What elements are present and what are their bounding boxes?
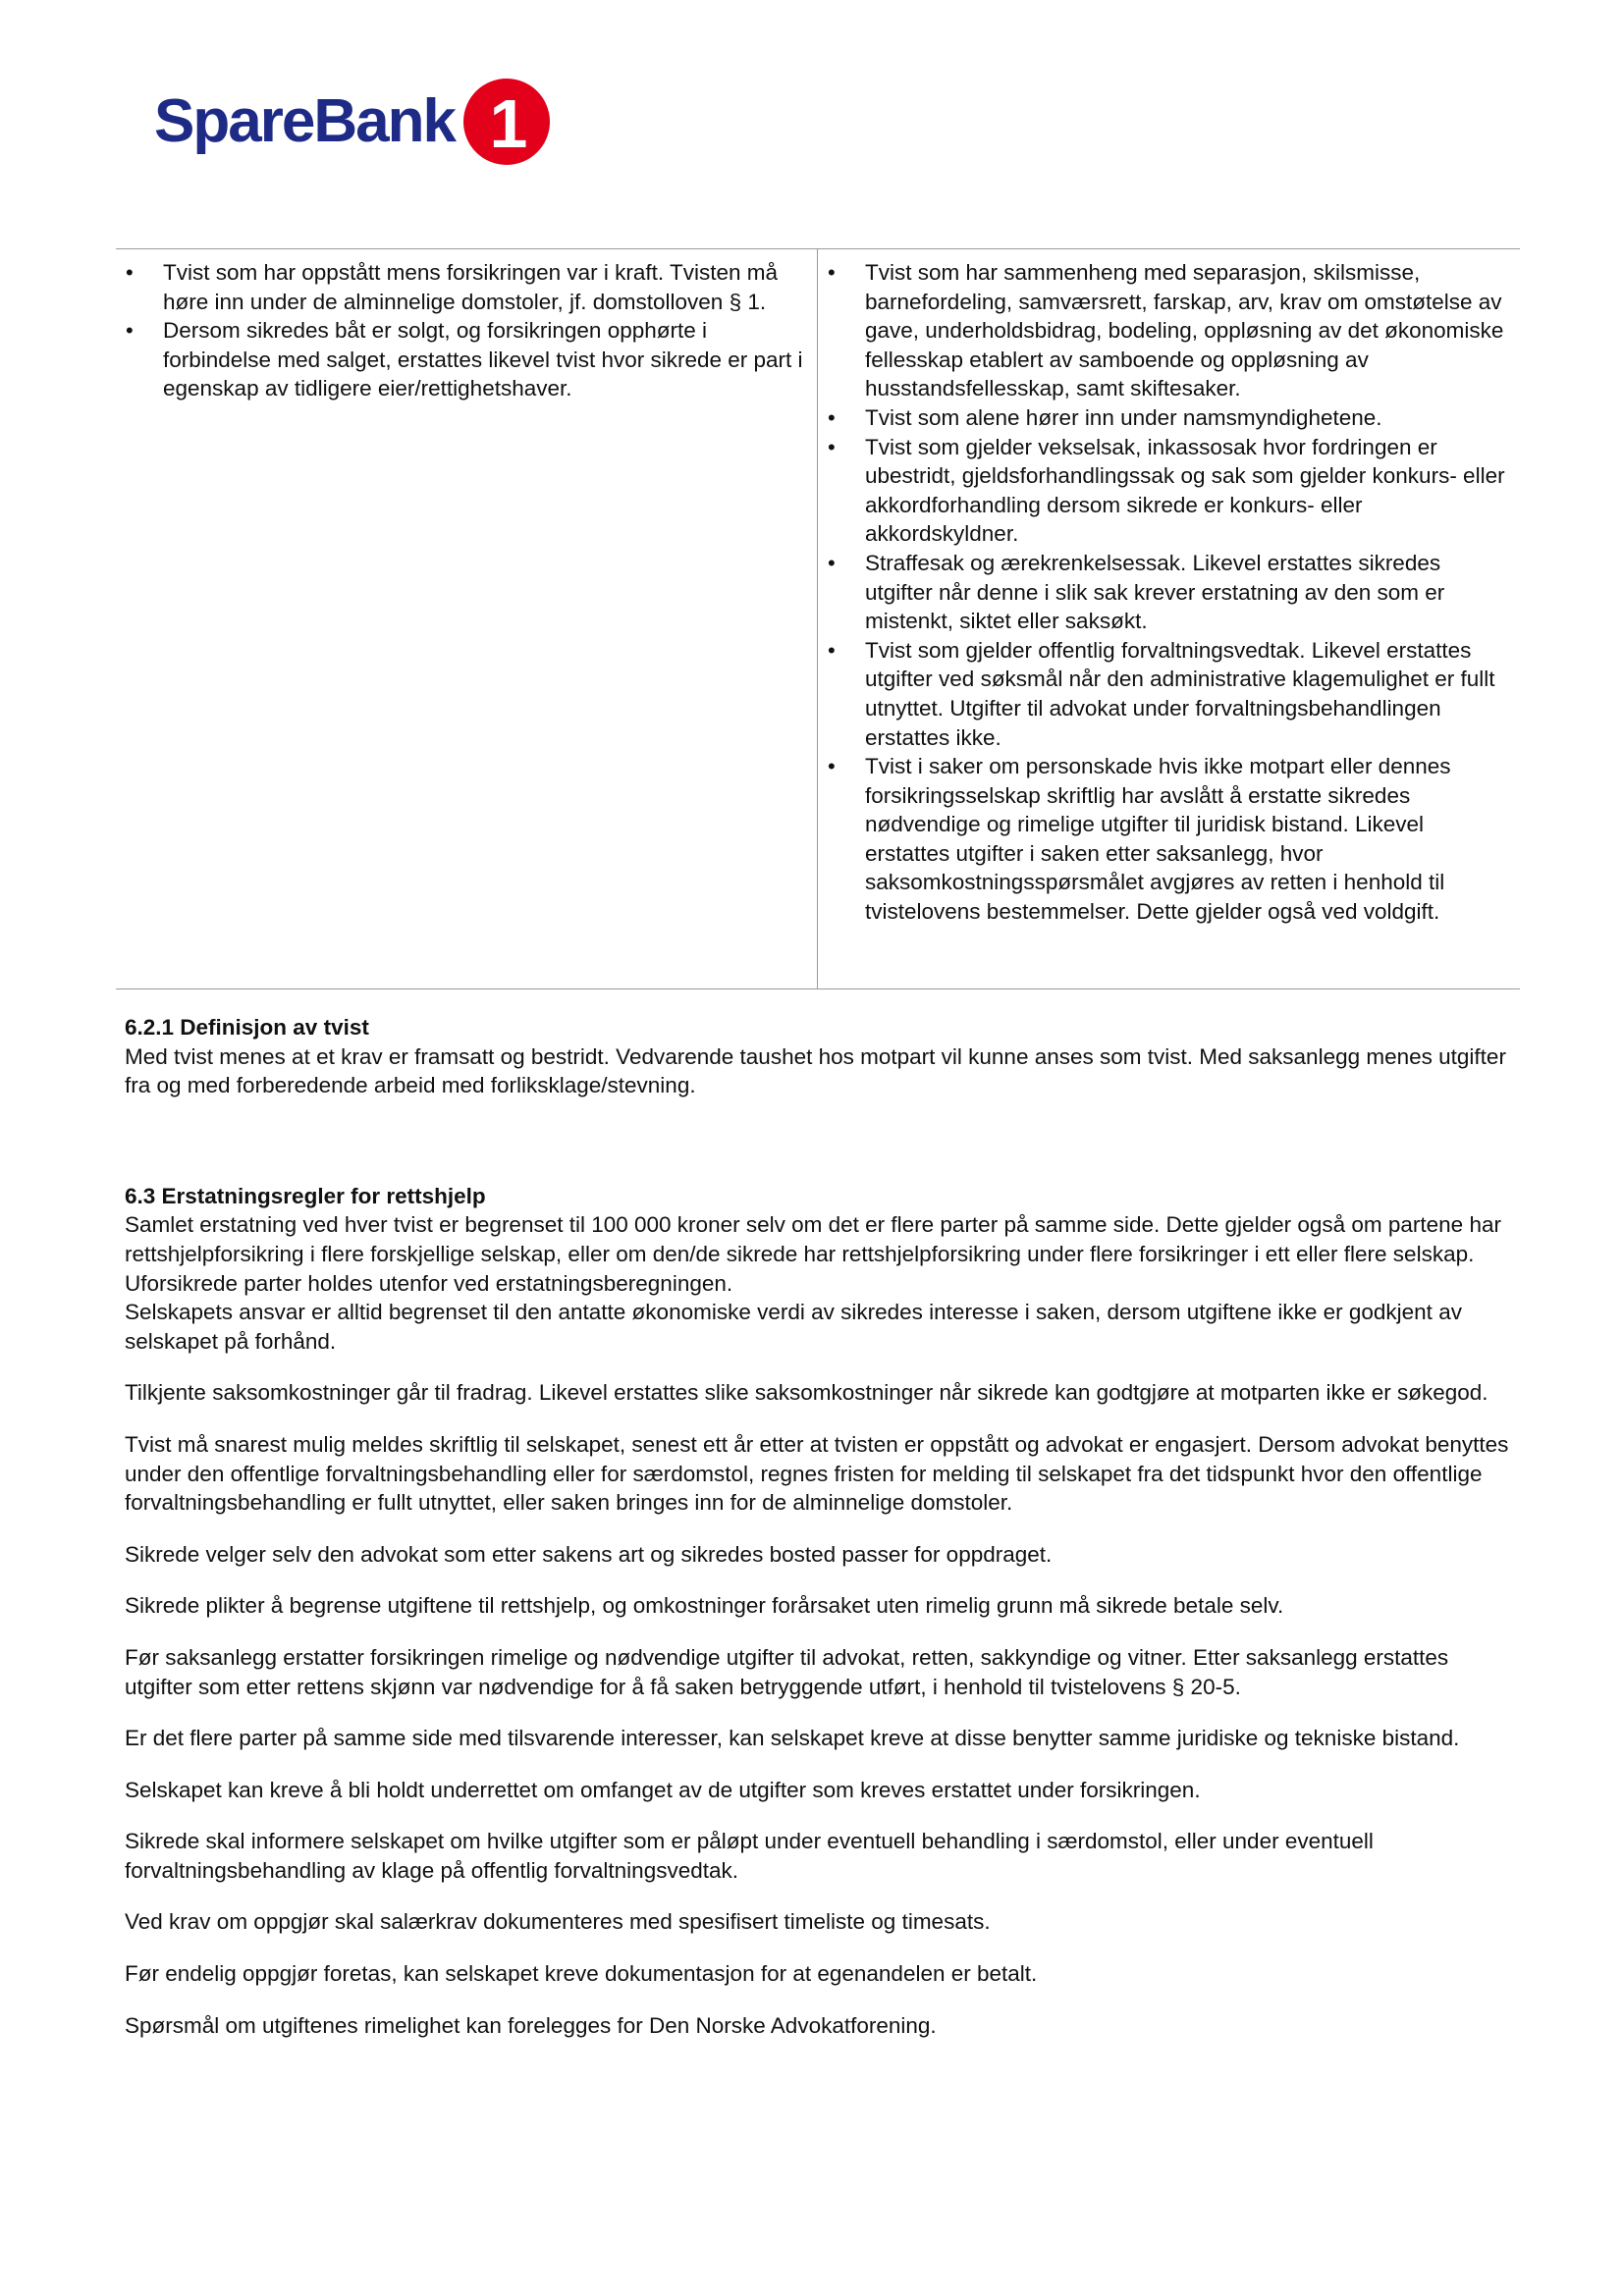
list-item: • Tvist i saker om personskade hvis ikke motpart eller dennes forsikringsselskap skriftlig har avslått å erstatte sikredes nødvendige og rimelige utgifter til juridisk bistand. Likevel erstattes utgifter i saken etter saksanlegg, hvor saksomkostningsspørsmålet avgjøres av retten i henhold til tvistelovens bestemmelser. Dette gjelder også ved voldgift. [828,752,1506,927]
heading-6-2-1: 6.2.1 Definisjon av tvist [125,1015,369,1040]
list-item: • Tvist som alene hører inn under namsmyndighetene. [828,403,1506,433]
paragraph: Selskapet kan kreve å bli holdt underrettet om omfanget av de utgifter som kreves erstattet under forsikringen. [125,1777,1201,1802]
paragraph: Spørsmål om utgiftenes rimelighet kan forelegges for Den Norske Advokatforening. [125,2012,937,2038]
list-item: • Straffesak og ærekrenkelsessak. Likevel erstattes sikredes utgifter når denne i slik sak krever erstatning av den som er mistenkt, siktet eller saksøkt. [828,549,1506,636]
paragraph: Ved krav om oppgjør skal salærkrav dokumenteres med spesifisert timeliste og timesats. [125,1909,991,1935]
sparebank1-logo [154,77,553,167]
paragraph: Sikrede skal informere selskapet om hvilke utgifter som er påløpt under eventuell behandling i særdomstol, eller under eventuell forvaltningsbehandling av klage på offentlig forvaltningsvedtak. [125,1829,1374,1883]
list-item: • Tvist som har sammenheng med separasjon, skilsmisse, barnefordeling, samværsrett, farskap, arv, krav om omstøtelse av gave, underholdsbidrag, bodeling, oppløsning av det økonomiske fellesskap etablert av samboende og oppløsning av husstandsfellesskap, samt skiftesaker. [828,258,1506,403]
exclusions-table [116,248,1520,989]
paragraph: Før endelig oppgjør foretas, kan selskapet kreve dokumentasjon for at egenandelen er betalt. [125,1961,1038,1987]
paragraph: Sikrede velger selv den advokat som etter sakens art og sikredes bosted passer for oppdraget. [125,1541,1053,1567]
table-column-right [818,249,1520,988]
logo-badge-digit: 1 [489,85,528,162]
paragraph: Er det flere parter på samme side med tilsvarende interesser, kan selskapet kreve at disse benytter samme juridiske og tekniske bistand. [125,1726,1460,1751]
logo-text: SpareBank [154,87,455,155]
paragraph-6-3-a: Samlet erstatning ved hver tvist er begrenset til 100 000 kroner selv om det er flere parter på samme side. Dette gjelder også om partene har rettshjelpforsikring i flere forskjellige selskap, eller om den/de sikrede har rettshjelpforsikring under flere forsikringer i ett eller flere selskap. Uforsikrede parter holdes utenfor ved erstatningsberegningen. [125,1212,1501,1296]
paragraph-6-2-1: Med tvist menes at et krav er framsatt og bestridt. Vedvarende taushet hos motpart vil kunne anses som tvist. Med saksanlegg menes utgifter fra og med forberedende arbeid med forliksklage/stevning. [125,1043,1506,1098]
list-item: • Tvist som gjelder vekselsak, inkassosak hvor fordringen er ubestridt, gjeldsforhandlingssak og sak som gjelder konkurs- eller akkordforhandling dersom sikrede er konkurs- eller akkordskyldner. [828,433,1506,549]
paragraph: Tvist må snarest mulig meldes skriftlig til selskapet, senest ett år etter at tvisten er oppstått og advokat er engasjert. Dersom advokat benyttes under den offentlige forvaltningsbehandling eller for særdomstol, regnes fristen for melding til selskapet fra det tidspunkt hvor den offentlige forvaltningsbehandling er fullt utnyttet, eller saken bringes inn for de alminnelige domstoler. [125,1431,1509,1516]
right-bullet-list [828,258,1506,927]
left-bullet-list [126,258,805,403]
paragraph: Sikrede plikter å begrense utgiftene til rettshjelp, og omkostninger forårsaket uten rimelig grunn må sikrede betale selv. [125,1593,1284,1619]
logo-badge-icon [460,77,553,167]
paragraph-list [125,1378,1519,2040]
paragraph-6-3-b: Selskapets ansvar er alltid begrenset til den antatte økonomiske verdi av sikredes interesse i saken, dersom utgiftene ikke er godkjent av selskapet på forhånd. [125,1300,1462,1354]
list-item: • Dersom sikredes båt er solgt, og forsikringen opphørte i forbindelse med salget, erstattes likevel tvist hvor sikrede er part i egenskap av tidligere eier/rettighetshaver. [126,316,805,403]
table-column-left [116,249,818,988]
paragraph: Før saksanlegg erstatter forsikringen rimelige og nødvendige utgifter til advokat, retten, sakkyndige og vitner. Etter saksanlegg erstattes utgifter som etter rettens skjønn var nødvendige for å få saken betryggende utført, i henhold til tvistelovens § 20-5. [125,1644,1449,1699]
main-content [125,1013,1519,2040]
list-item: • Tvist som har oppstått mens forsikringen var i kraft. Tvisten må høre inn under de alminnelige domstoler, jf. domstolloven § 1. [126,258,805,316]
list-item: • Tvist som gjelder offentlig forvaltningsvedtak. Likevel erstattes utgifter ved søksmål når den administrative klagemulighet er fullt utnyttet. Utgifter til advokat under forvaltningsbehandlingen erstattes ikke. [828,636,1506,752]
paragraph: Tilkjente saksomkostninger går til fradrag. Likevel erstattes slike saksomkostninger når sikrede kan godtgjøre at motparten ikke er søkegod. [125,1380,1488,1406]
heading-6-3: 6.3 Erstatningsregler for rettshjelp [125,1183,486,1208]
